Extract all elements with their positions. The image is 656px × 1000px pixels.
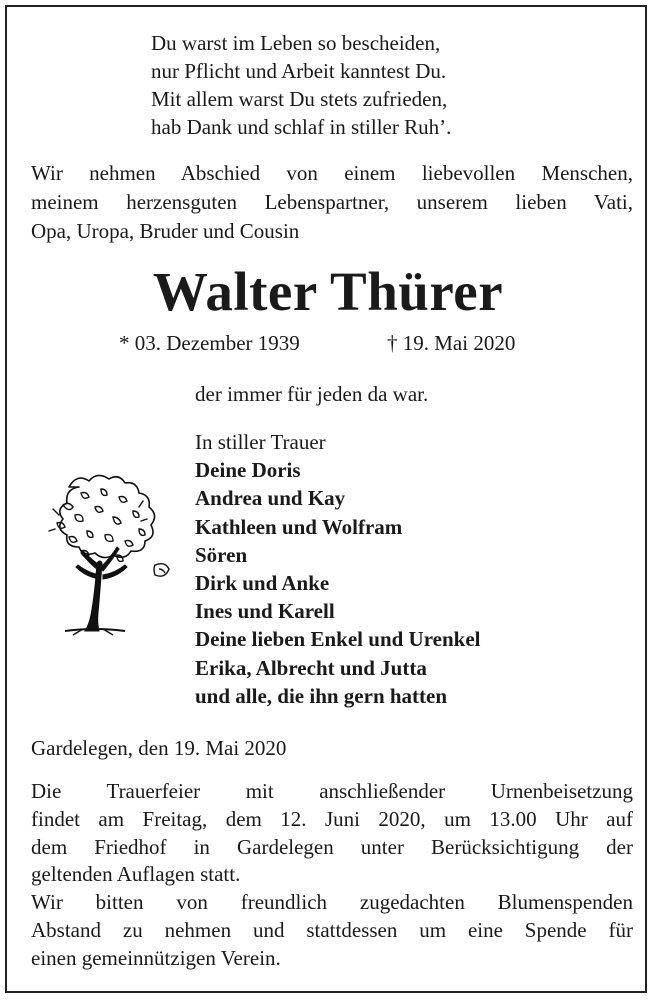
mourner-name: Sören bbox=[195, 542, 248, 567]
place-date: Gardelegen, den 19. Mai 2020 bbox=[31, 736, 287, 760]
mourner-name: Dirk und Anke bbox=[195, 571, 330, 596]
mourner-name: Kathleen und Wolfram bbox=[195, 514, 403, 539]
intro-line: Wir nehmen Abschied von einem liebevollen Menschen, bbox=[31, 161, 633, 185]
tagline: der immer für jeden da war. bbox=[195, 382, 429, 406]
details-line: einen gemeinnützigen Verein. bbox=[31, 945, 281, 970]
funeral-details bbox=[31, 778, 633, 973]
details-line: Die Trauerfeier mit anschließender Urnenbeisetzung bbox=[31, 779, 633, 803]
mourner-name: Deine lieben Enkel und Urenkel bbox=[195, 627, 481, 652]
intro-line: meinem herzensguten Lebenspartner, unserem lieben Vati, bbox=[31, 190, 633, 214]
mourner-name: Deine Doris bbox=[195, 458, 301, 483]
details-line: findet am Freitag, dem 12. Juni 2020, um 13.00 Uhr auf bbox=[31, 806, 633, 831]
mourner-name: und alle, die ihn gern hatten bbox=[195, 683, 448, 708]
mourners-intro: In stiller Trauer bbox=[195, 430, 326, 454]
mourner-name: Ines und Karell bbox=[195, 599, 335, 624]
details-line: Abstand zu nehmen und stattdessen um eine Spende für bbox=[31, 917, 633, 942]
poem-line: hab Dank und schlaf in stiller Ruh’. bbox=[151, 115, 452, 139]
intro-text bbox=[31, 159, 633, 246]
mourner-name: Erika, Albrecht und Jutta bbox=[195, 655, 427, 680]
details-line: Wir bitten von freundlich zugedachten Blumenspenden bbox=[31, 890, 633, 915]
deceased-name: Walter Thürer bbox=[152, 261, 504, 322]
tree-icon bbox=[29, 467, 184, 642]
details-line: geltenden Auflagen statt. bbox=[31, 862, 241, 887]
poem-line: nur Pflicht und Arbeit kanntest Du. bbox=[151, 59, 447, 83]
poem bbox=[151, 29, 451, 141]
mourners-list bbox=[195, 428, 481, 710]
death-date: † 19. Mai 2020 bbox=[387, 331, 516, 355]
poem-line: Mit allem warst Du stets zufrieden, bbox=[151, 87, 448, 111]
birth-date: * 03. Dezember 1939 bbox=[119, 331, 300, 355]
details-line: dem Friedhof in Gardelegen unter Berücksichtigung der bbox=[31, 834, 633, 859]
intro-line: Opa, Uropa, Bruder und Cousin bbox=[31, 219, 300, 243]
obituary-notice bbox=[5, 5, 647, 993]
mourner-name: Andrea und Kay bbox=[195, 486, 346, 511]
poem-line: Du warst im Leben so bescheiden, bbox=[151, 31, 441, 55]
